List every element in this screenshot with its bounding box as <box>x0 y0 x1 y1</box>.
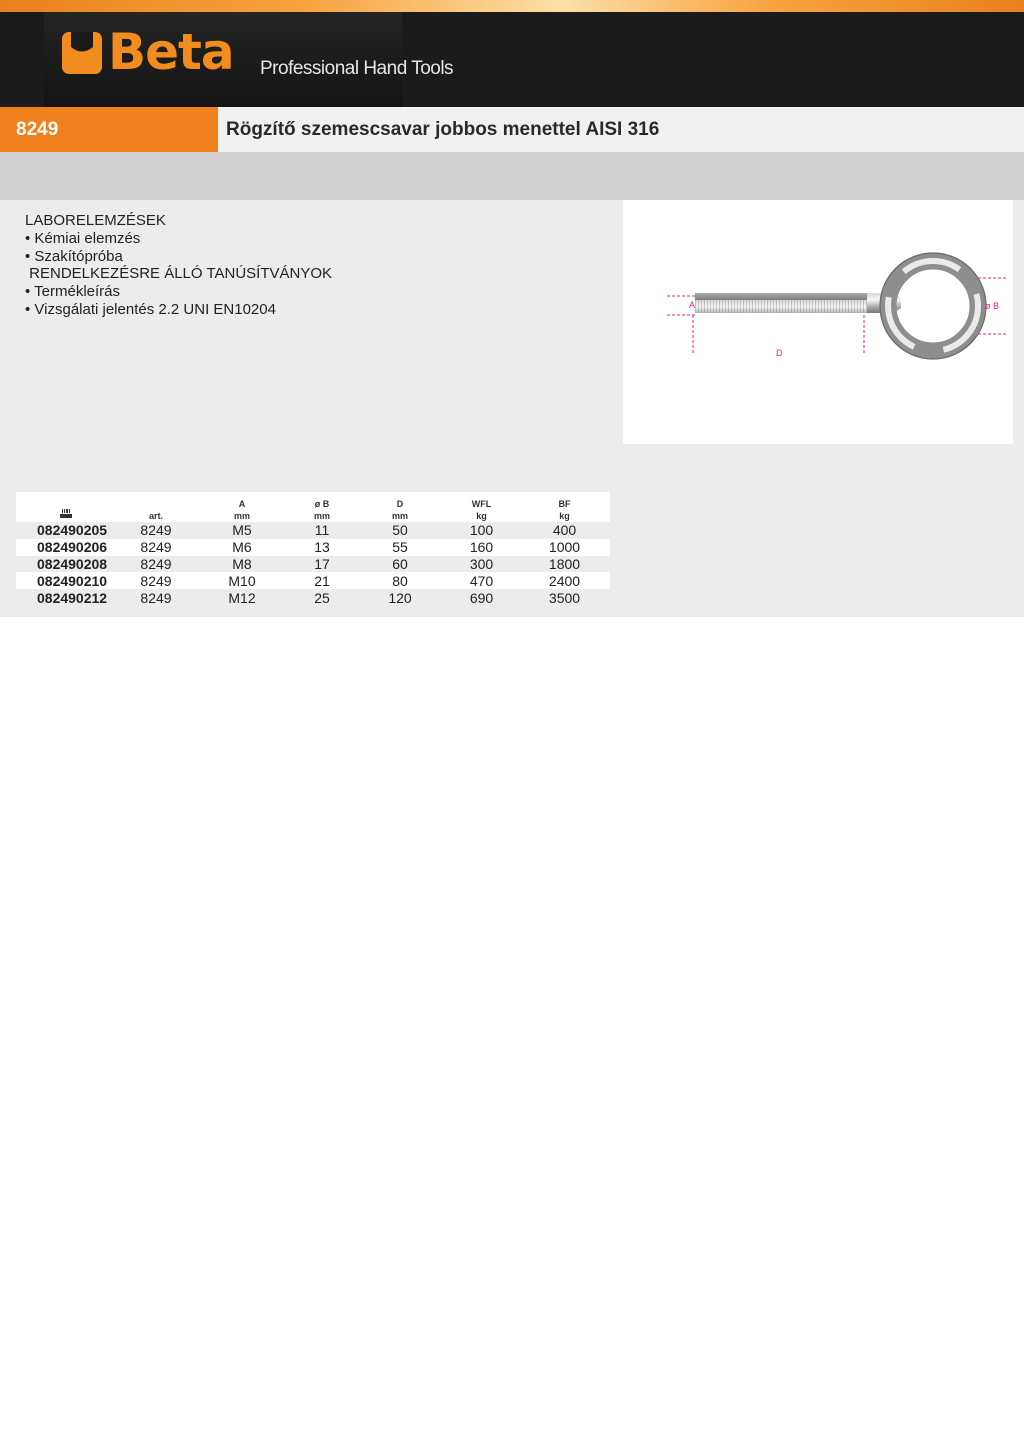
cell-bf: 400 <box>519 522 610 539</box>
table-row <box>16 589 610 606</box>
description-line: • Termékleírás <box>25 283 121 301</box>
cell-code: 082490208 <box>16 556 116 573</box>
barcode-icon <box>60 509 72 519</box>
table-row <box>16 572 610 589</box>
cell-a: M5 <box>196 522 288 539</box>
brand-tagline: Professional Hand Tools <box>260 58 454 79</box>
description-line: RENDELKEZÉSRE ÁLLÓ TANÚSÍTVÁNYOK <box>25 265 333 283</box>
description-line: • Vizsgálati jelentés 2.2 UNI EN10204 <box>25 300 276 318</box>
product-description <box>25 212 332 319</box>
cell-wfl: 470 <box>444 572 519 589</box>
cell-code: 082490212 <box>16 589 116 606</box>
cell-a: M12 <box>196 589 288 606</box>
cell-a: M6 <box>196 539 288 556</box>
header-a: A mm <box>196 492 288 522</box>
specification-table <box>16 492 610 606</box>
header-barcode <box>16 492 116 522</box>
brand-name: Beta <box>108 23 234 81</box>
cell-d: 50 <box>356 522 444 539</box>
cell-d: 120 <box>356 589 444 606</box>
table-row <box>16 539 610 556</box>
header-bf: BF kg <box>519 492 610 522</box>
product-code: 8249 <box>16 119 59 140</box>
header-d: D mm <box>356 492 444 522</box>
cell-wfl: 300 <box>444 556 519 573</box>
header-accent-stripe <box>0 0 1024 12</box>
product-image-panel <box>623 200 1013 444</box>
cell-wfl: 100 <box>444 522 519 539</box>
cell-code: 082490210 <box>16 572 116 589</box>
cell-wfl: 160 <box>444 539 519 556</box>
header-b: ø B mm <box>288 492 356 522</box>
header-wfl: WFL kg <box>444 492 519 522</box>
cell-bf: 1800 <box>519 556 610 573</box>
description-line: LABORELEMZÉSEK <box>25 212 166 229</box>
cell-b: 11 <box>288 522 356 539</box>
cell-art: 8249 <box>116 572 196 589</box>
cell-bf: 1000 <box>519 539 610 556</box>
bolt-thread <box>695 293 867 313</box>
cell-art: 8249 <box>116 556 196 573</box>
cell-b: 21 <box>288 572 356 589</box>
cell-code: 082490205 <box>16 522 116 539</box>
cell-bf: 2400 <box>519 572 610 589</box>
cell-d: 55 <box>356 539 444 556</box>
cell-d: 60 <box>356 556 444 573</box>
description-line: • Szakítópróba <box>25 247 123 265</box>
cell-bf: 3500 <box>519 589 610 606</box>
dimension-label-d: D <box>776 348 783 358</box>
table-header-row <box>16 492 610 522</box>
cell-b: 25 <box>288 589 356 606</box>
dimension-label-b: ø B <box>985 301 1000 311</box>
cell-b: 13 <box>288 539 356 556</box>
description-line: • Kémiai elemzés <box>25 229 141 247</box>
section-band <box>0 152 1024 200</box>
dimension-label-a: A <box>689 300 696 310</box>
cell-wfl: 690 <box>444 589 519 606</box>
cell-a: M10 <box>196 572 288 589</box>
eye-bolt-diagram <box>623 200 1013 444</box>
cell-b: 17 <box>288 556 356 573</box>
header-art: art. <box>116 492 196 522</box>
wrench-logo-icon <box>60 30 104 76</box>
cell-art: 8249 <box>116 522 196 539</box>
product-title: Rögzítő szemescsavar jobbos menettel AISI 316 <box>226 119 660 140</box>
cell-art: 8249 <box>116 589 196 606</box>
cell-a: M8 <box>196 556 288 573</box>
cell-d: 80 <box>356 572 444 589</box>
cell-code: 082490206 <box>16 539 116 556</box>
cell-art: 8249 <box>116 539 196 556</box>
table-row <box>16 556 610 573</box>
table-row <box>16 522 610 539</box>
